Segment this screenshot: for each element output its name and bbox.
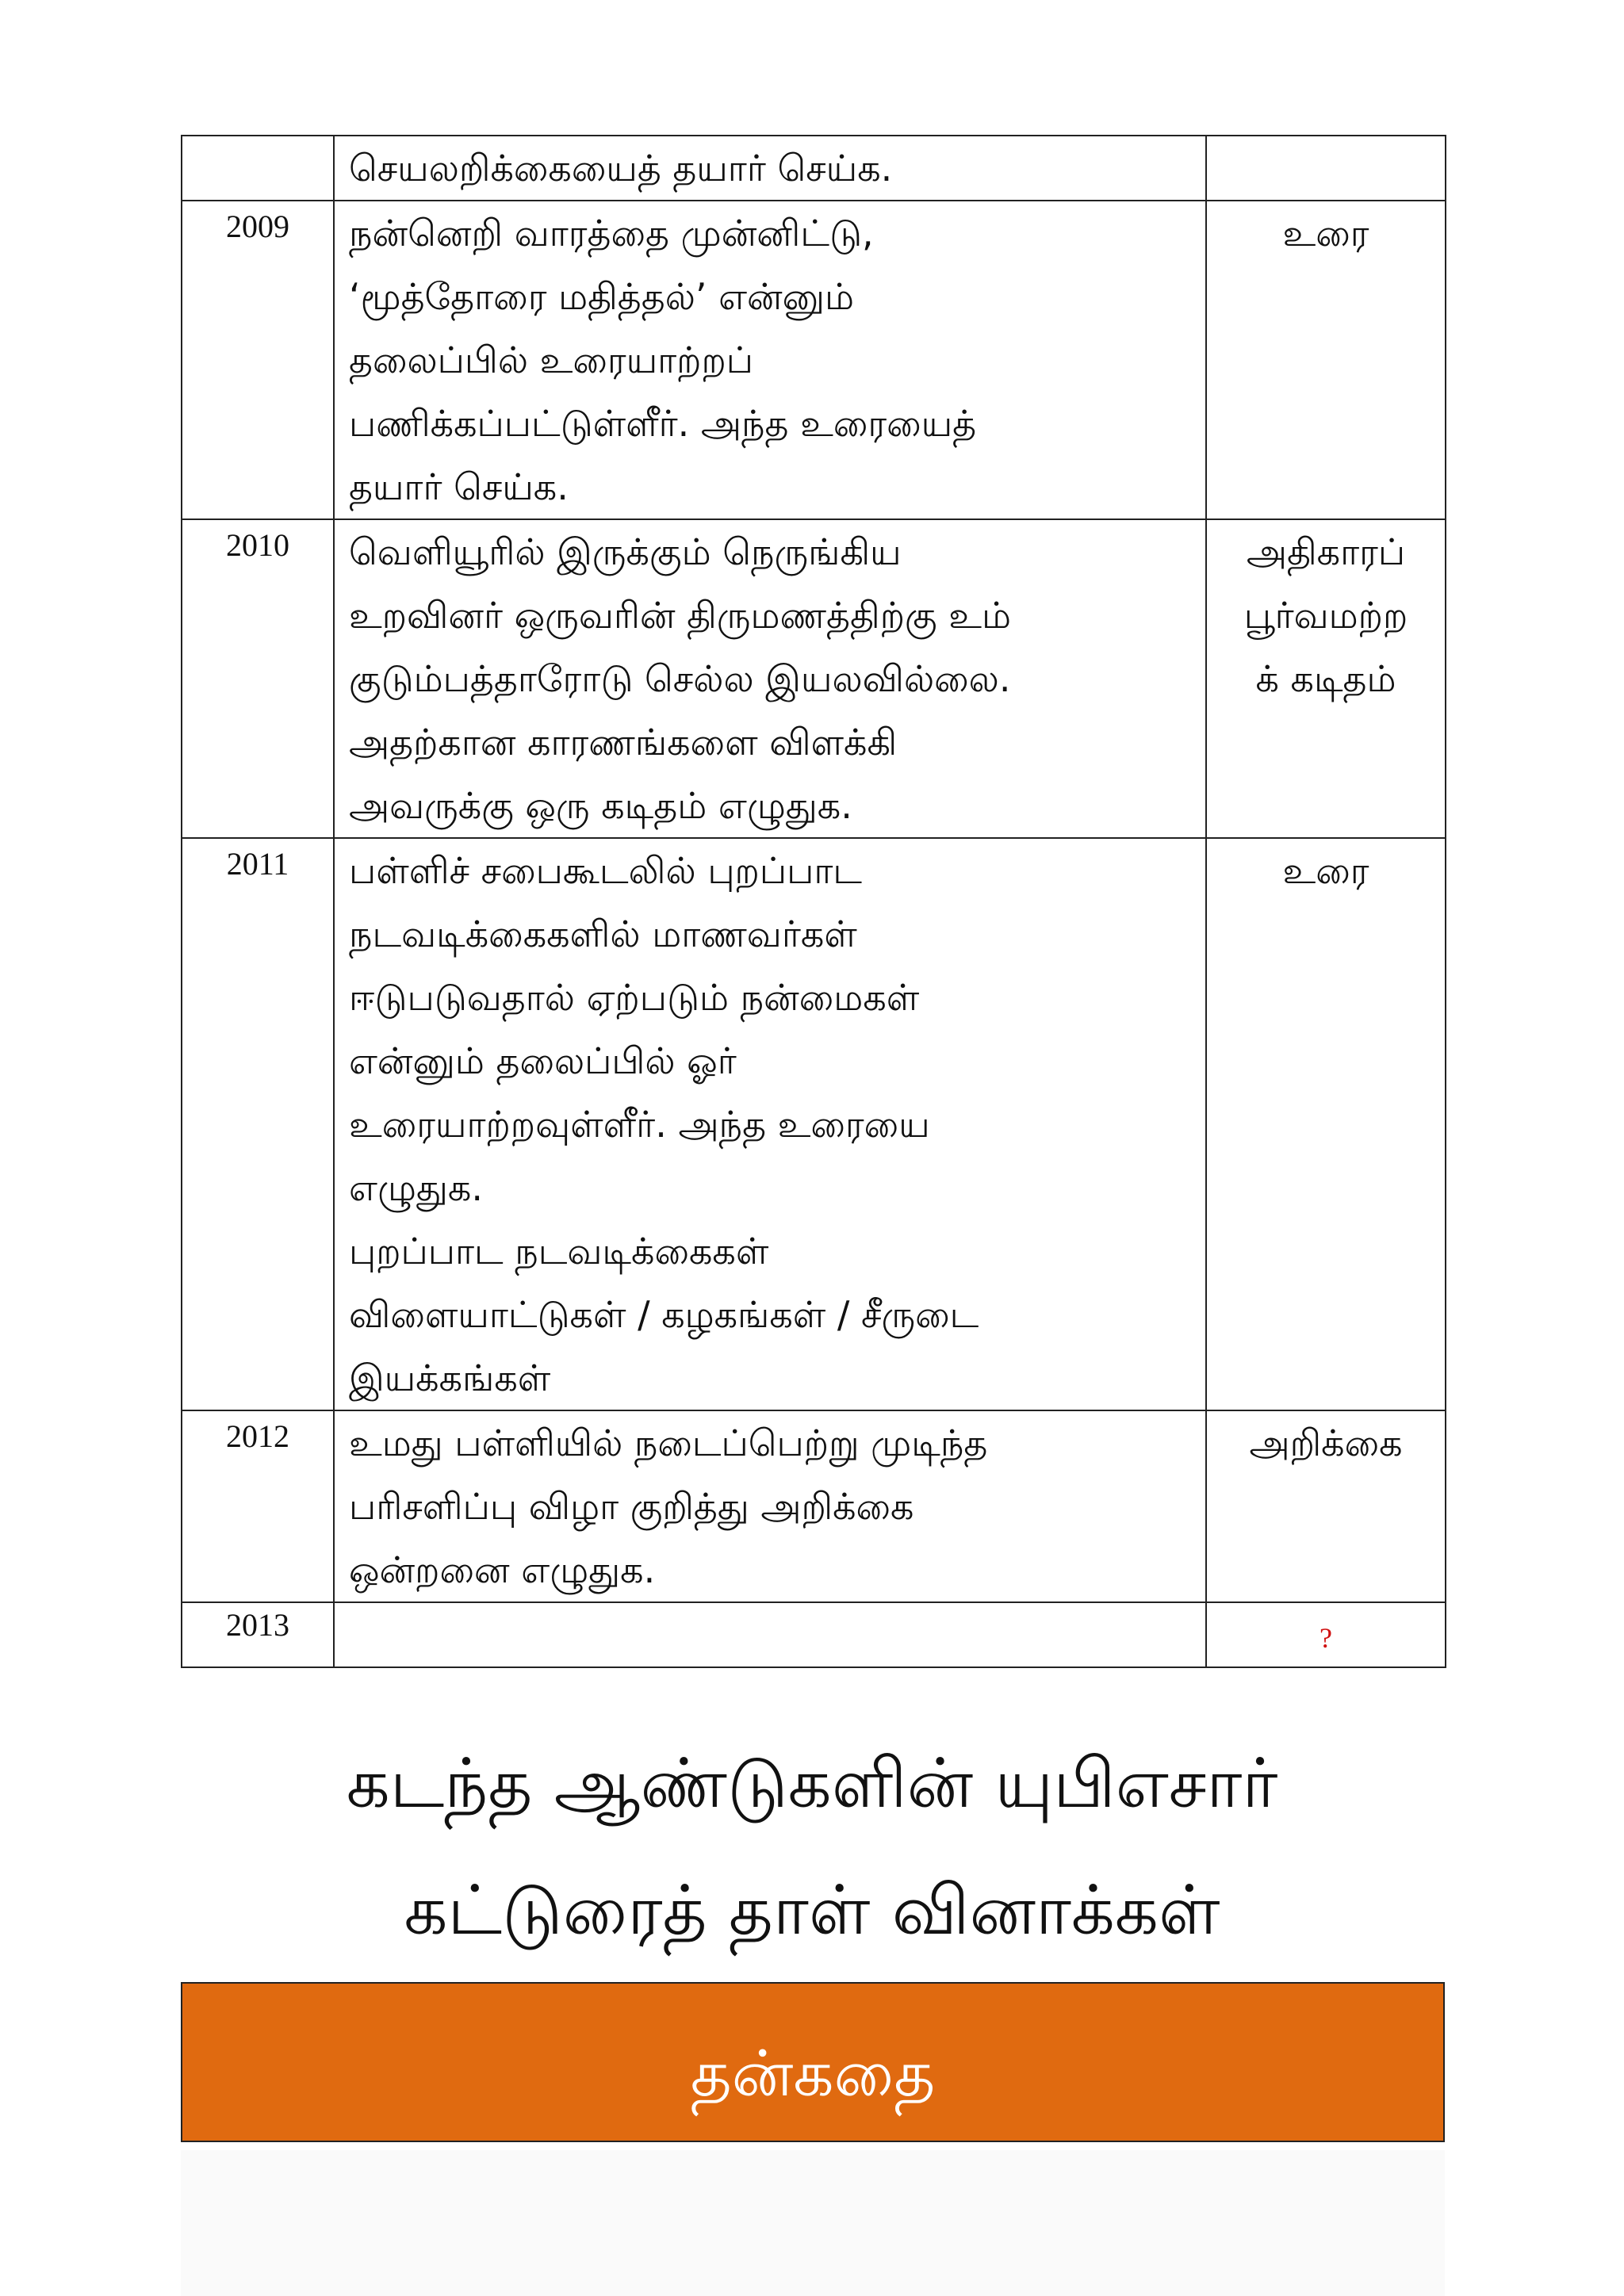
table-row bbox=[182, 201, 1446, 519]
type-cell: உரை bbox=[1206, 201, 1446, 519]
year-cell: 2010 bbox=[182, 519, 334, 838]
table-row bbox=[182, 136, 1446, 201]
question-mark: ? bbox=[1320, 1622, 1332, 1654]
page-bottom-area bbox=[181, 2150, 1445, 2296]
year-cell bbox=[182, 136, 334, 201]
table-row bbox=[182, 519, 1446, 838]
question-cell: வெளியூரில் இருக்கும் நெருங்கிய உறவினர் ஒருவரின் திருமணத்திற்கு உம் குடும்பத்தாரோடு செல்ல இயலவில்லை. அதற்கான காரணங்களை விளக்கி அவருக்கு ஒரு கடிதம் எழுதுக. bbox=[334, 519, 1206, 838]
banner-label: தன்கதை bbox=[690, 2037, 936, 2110]
question-cell: உமது பள்ளியில் நடைப்பெற்று முடிந்த பரிசளிப்பு விழா குறித்து அறிக்கை ஒன்றனை எழுதுக. bbox=[334, 1410, 1206, 1602]
year-cell: 2011 bbox=[182, 838, 334, 1410]
table-row bbox=[182, 838, 1446, 1410]
year-cell: 2012 bbox=[182, 1410, 334, 1602]
table-row bbox=[182, 1410, 1446, 1602]
question-cell: செயலறிக்கையைத் தயார் செய்க. bbox=[334, 136, 1206, 201]
question-cell: நன்னெறி வாரத்தை முன்னிட்டு, ‘மூத்தோரை மதித்தல்’ என்னும் தலைப்பில் உரையாற்றப் பணிக்கப்பட்டுள்ளீர். அந்த உரையைத் தயார் செய்க. bbox=[334, 201, 1206, 519]
type-cell bbox=[1206, 136, 1446, 201]
type-cell: உரை bbox=[1206, 838, 1446, 1410]
type-cell bbox=[1206, 1602, 1446, 1667]
table-row bbox=[182, 1602, 1446, 1667]
category-banner bbox=[181, 1982, 1445, 2142]
question-cell bbox=[334, 1602, 1206, 1667]
section-heading-line1: கடந்த ஆண்டுகளின் யுபிஎசார் bbox=[346, 1744, 1278, 1823]
type-cell: அறிக்கை bbox=[1206, 1410, 1446, 1602]
question-cell: பள்ளிச் சபைகூடலில் புறப்பாட நடவடிக்கைகளில் மாணவர்கள் ஈடுபடுவதால் ஏற்படும் நன்மைகள் என்னும் தலைப்பில் ஓர் உரையாற்றவுள்ளீர். அந்த உரையை எழுதுக. புறப்பாட நடவடிக்கைகள் விளையாட்டுகள் / கழகங்கள் / சீருடை இயக்கங்கள் bbox=[334, 838, 1206, 1410]
section-heading-line2: கட்டுரைத் தாள் வினாக்கள் bbox=[404, 1871, 1220, 1950]
past-questions-table bbox=[181, 135, 1446, 1668]
year-cell: 2013 bbox=[182, 1602, 334, 1667]
type-cell: அதிகாரப் பூர்வமற்ற க் கடிதம் bbox=[1206, 519, 1446, 838]
year-cell: 2009 bbox=[182, 201, 334, 519]
